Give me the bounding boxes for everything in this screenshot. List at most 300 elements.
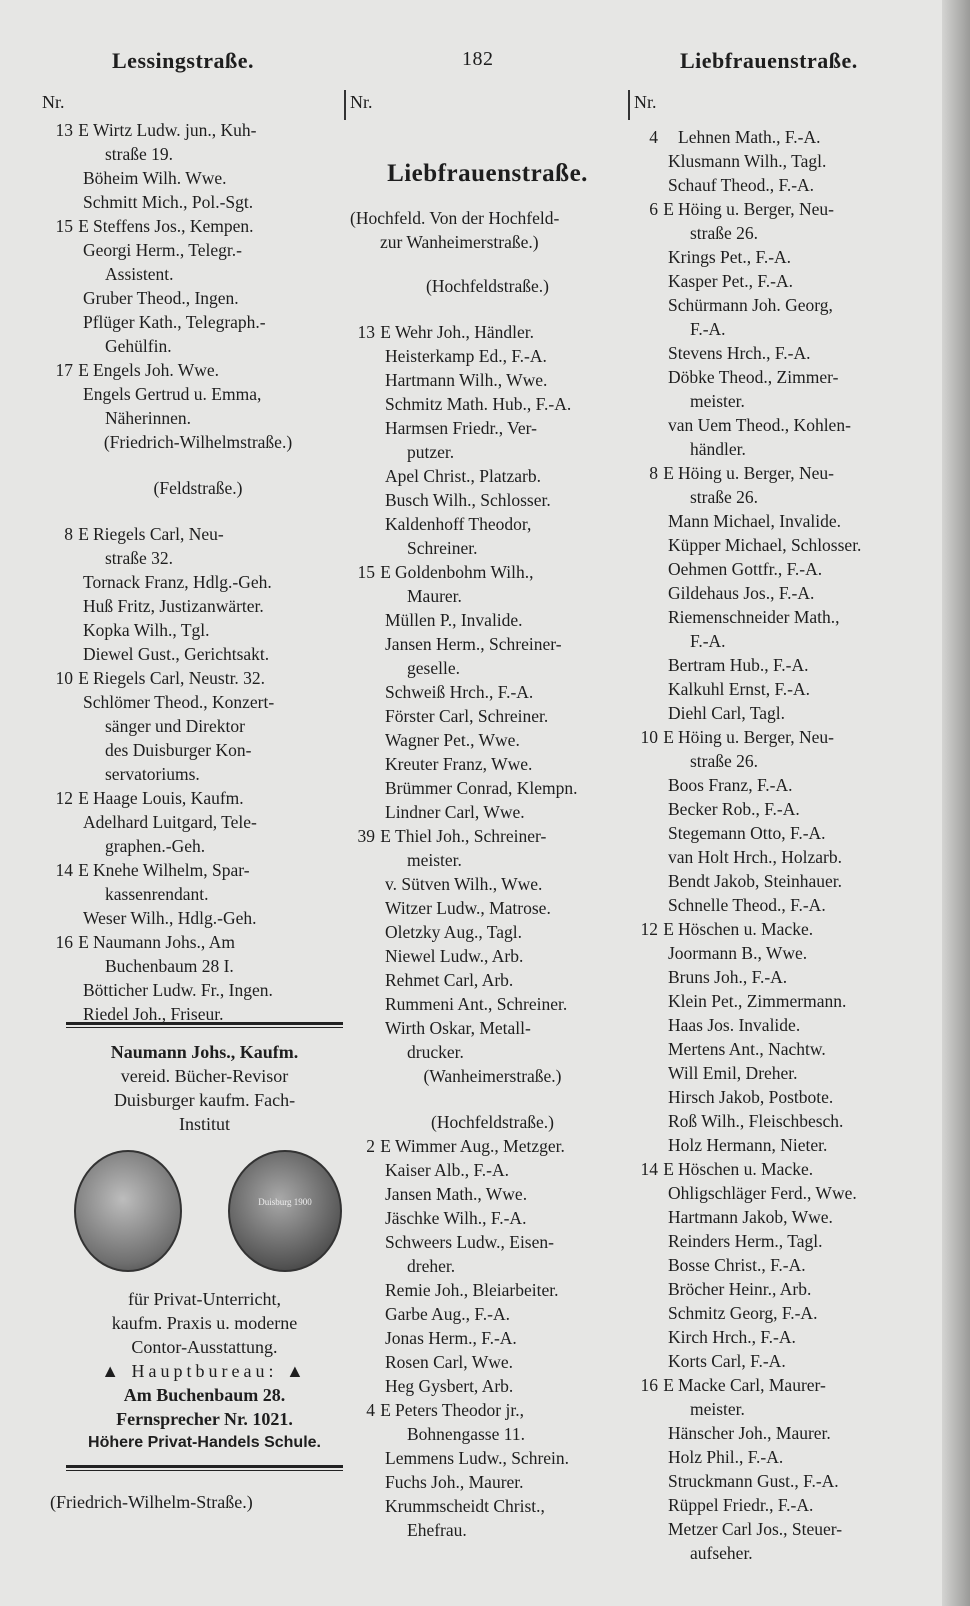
resident-entry: [385, 992, 630, 1016]
cross-street: (Friedrich-Wilhelmstraße.): [103, 432, 293, 452]
entry-continuation: Maurer.: [407, 586, 462, 606]
resident-text: Kreuter Franz, Wwe.: [385, 754, 533, 774]
cross-street: (Wanheimerstraße.): [423, 1066, 562, 1086]
owner-marker: E: [78, 216, 89, 236]
resident-entry: [385, 752, 630, 776]
resident-entry: [668, 893, 943, 917]
column-divider: [628, 90, 630, 120]
resident-entry: [83, 190, 343, 214]
running-head-right: Liebfrauenstraße.: [680, 48, 858, 73]
resident-entry: [385, 512, 630, 536]
resident-entry: [83, 310, 343, 334]
entry-continuation: straße 26.: [690, 751, 759, 771]
house-entry: [640, 1373, 943, 1397]
resident-text: Hartmann Wilh., Wwe.: [385, 370, 548, 390]
col1-footer-street: (Friedrich-Wilhelm-Straße.): [50, 1492, 253, 1512]
running-head-left: Lessingstraße.: [112, 48, 255, 73]
cross-street: (Feldstraße.): [153, 478, 243, 498]
house-entry: [357, 320, 630, 344]
resident-entry: [668, 509, 943, 533]
resident-entry: [385, 608, 630, 632]
resident-text: Bertram Hub., F.-A.: [668, 655, 809, 675]
owner-marker: E: [663, 919, 674, 939]
owner-marker: E: [663, 199, 674, 219]
resident-entry: [385, 1206, 630, 1230]
owner-marker: E: [78, 360, 89, 380]
house-number: 4: [366, 1400, 375, 1420]
entry-continuation: meister.: [690, 391, 745, 411]
resident-entry: [668, 1061, 943, 1085]
resident-entry: [668, 1493, 943, 1517]
resident-text: v. Sütven Wilh., Wwe.: [385, 874, 543, 894]
triangle-icon: ▲: [101, 1361, 124, 1381]
resident-entry: [385, 1470, 630, 1494]
resident-entry: [385, 1326, 630, 1350]
house-entry: [64, 522, 343, 546]
spacer: [93, 500, 343, 522]
resident-entry: [668, 1181, 943, 1205]
ad-line: kaufm. Praxis u. moderne: [111, 1313, 298, 1333]
resident-entry: [668, 797, 943, 821]
resident-text: Jonas Herm., F.-A.: [385, 1328, 517, 1348]
resident-entry: [668, 1301, 943, 1325]
house-number: 15: [357, 562, 375, 582]
resident-entry: [83, 570, 343, 594]
resident-text: Fuchs Joh., Maurer.: [385, 1472, 524, 1492]
resident-entry: [668, 605, 943, 629]
resident-text: Bruns Joh., F.-A.: [668, 967, 788, 987]
medal-city-image: [74, 1150, 182, 1272]
entry-continuation: straße 19.: [105, 144, 174, 164]
house-entry: [55, 786, 343, 810]
resident-entry: [668, 1517, 943, 1541]
resident-text: Döbke Theod., Zimmer-: [668, 367, 839, 387]
resident-text: Weser Wilh., Hdlg.-Geh.: [83, 908, 257, 928]
resident-text: Rüppel Friedr., F.-A.: [668, 1495, 814, 1515]
house-number: 39: [357, 826, 375, 846]
resident-text: Müllen P., Invalide.: [385, 610, 523, 630]
street-title: Liebfrauenstraße.: [387, 160, 588, 187]
resident-entry: [385, 1278, 630, 1302]
resident-entry: [385, 800, 630, 824]
entry-continuation: graphen.-Geh.: [105, 836, 206, 856]
resident-entry: [668, 965, 943, 989]
resident-text: Schweiß Hrch., F.-A.: [385, 682, 534, 702]
resident-entry: [385, 1494, 630, 1518]
resident-entry: [668, 1421, 943, 1445]
resident-text: Schmitz Math. Hub., F.-A.: [385, 394, 572, 414]
house-entry: [55, 358, 343, 382]
house-entry: [366, 1134, 630, 1158]
resident-text: Schnelle Theod., F.-A.: [668, 895, 826, 915]
resident-text: Reinders Herm., Tagl.: [668, 1231, 823, 1251]
street-description: (Hochfeld. Von der Hochfeld-: [350, 208, 560, 228]
resident-text: Steffens Jos., Kempen.: [93, 216, 254, 236]
resident-text: Engels Joh. Wwe.: [93, 360, 220, 380]
resident-text: Kaldenhoff Theodor,: [385, 514, 532, 534]
house-number: 14: [55, 860, 73, 880]
entry-continuation: Schreiner.: [407, 538, 478, 558]
resident-entry: [668, 413, 943, 437]
resident-text: Wirtz Ludw. jun., Kuh-: [93, 120, 257, 140]
resident-entry: [668, 365, 943, 389]
house-number: 2: [366, 1136, 375, 1156]
owner-marker: E: [380, 562, 391, 582]
spacer: [93, 454, 343, 476]
resident-text: Haage Louis, Kaufm.: [93, 788, 244, 808]
resident-text: Engels Gertrud u. Emma,: [83, 384, 262, 404]
owner-marker: E: [78, 668, 89, 688]
resident-text: Rehmet Carl, Arb.: [385, 970, 514, 990]
house-number: 12: [640, 919, 658, 939]
resident-text: Ohligschläger Ferd., Wwe.: [668, 1183, 857, 1203]
resident-text: Schauf Theod., F.-A.: [668, 175, 815, 195]
entry-continuation: straße 26.: [690, 223, 759, 243]
ad-line: für Privat-Unterricht,: [128, 1289, 281, 1309]
resident-text: Bröcher Heinr., Arb.: [668, 1279, 812, 1299]
resident-entry: [668, 701, 943, 725]
resident-text: Rummeni Ant., Schreiner.: [385, 994, 568, 1014]
triangle-icon: ▲: [285, 1361, 308, 1381]
page-number: 182: [462, 48, 494, 70]
resident-text: Lehnen Math., F.-A.: [678, 127, 821, 147]
resident-entry: [83, 594, 343, 618]
resident-entry: [668, 845, 943, 869]
resident-text: Mann Michael, Invalide.: [668, 511, 842, 531]
house-entry: [649, 197, 943, 221]
resident-text: Höschen u. Macke.: [678, 919, 814, 939]
resident-entry: [385, 464, 630, 488]
resident-text: Boos Franz, F.-A.: [668, 775, 793, 795]
nr-label-col1: Nr.: [42, 92, 65, 112]
resident-text: Jansen Herm., Schreiner-: [385, 634, 562, 654]
owner-marker: E: [78, 524, 89, 544]
entry-continuation: meister.: [407, 850, 462, 870]
page-edge: [942, 0, 970, 1606]
column-2-entries: [357, 320, 630, 1542]
resident-entry: [385, 872, 630, 896]
house-number: 10: [640, 727, 658, 747]
owner-marker: E: [663, 1159, 674, 1179]
resident-text: Harmsen Friedr., Ver-: [385, 418, 537, 438]
resident-text: Klusmann Wilh., Tagl.: [668, 151, 827, 171]
resident-entry: [385, 488, 630, 512]
resident-entry: [83, 382, 343, 406]
resident-entry: [83, 166, 343, 190]
house-number: 14: [640, 1159, 658, 1179]
resident-text: Schlömer Theod., Konzert-: [83, 692, 275, 712]
resident-entry: [668, 557, 943, 581]
resident-text: Bötticher Ludw. Fr., Ingen.: [83, 980, 273, 1000]
resident-text: Schweers Ludw., Eisen-: [385, 1232, 554, 1252]
house-entry: [55, 666, 343, 690]
house-number: 16: [640, 1375, 658, 1395]
resident-text: Lindner Carl, Wwe.: [385, 802, 525, 822]
resident-text: Joormann B., Wwe.: [668, 943, 808, 963]
entry-continuation: kassenrendant.: [105, 884, 209, 904]
resident-text: Oletzky Aug., Tagl.: [385, 922, 522, 942]
resident-entry: [668, 1253, 943, 1277]
house-entry: [640, 725, 943, 749]
resident-text: Böheim Wilh. Wwe.: [83, 168, 227, 188]
resident-text: Höing u. Berger, Neu-: [678, 463, 834, 483]
entry-continuation: Bohnengasse 11.: [407, 1424, 525, 1444]
resident-entry: [668, 149, 943, 173]
resident-text: Schmitz Georg, F.-A.: [668, 1303, 818, 1323]
resident-text: Lemmens Ludw., Schrein.: [385, 1448, 570, 1468]
resident-entry: [668, 677, 943, 701]
resident-entry: [668, 1349, 943, 1373]
resident-text: Kasper Pet., F.-A.: [668, 271, 793, 291]
owner-marker: E: [380, 1136, 391, 1156]
resident-entry: [385, 1182, 630, 1206]
owner-marker: E: [663, 1375, 674, 1395]
resident-entry: [385, 1374, 630, 1398]
resident-entry: [668, 1109, 943, 1133]
resident-entry: [385, 920, 630, 944]
resident-entry: [385, 632, 630, 656]
resident-entry: [385, 1350, 630, 1374]
ad-phone: Fernsprecher Nr. 1021.: [116, 1409, 293, 1429]
entry-continuation: F.-A.: [690, 319, 726, 339]
nr-label-col2: Nr.: [350, 92, 373, 112]
entry-continuation: servatoriums.: [105, 764, 200, 784]
resident-entry: [385, 968, 630, 992]
resident-entry: [668, 533, 943, 557]
house-number: 16: [55, 932, 73, 952]
resident-entry: [83, 618, 343, 642]
resident-text: Riemenschneider Math.,: [668, 607, 840, 627]
resident-text: Gruber Theod., Ingen.: [83, 288, 239, 308]
resident-entry: [385, 1302, 630, 1326]
resident-text: Thiel Joh., Schreiner-: [395, 826, 547, 846]
resident-text: Naumann Johs., Am: [93, 932, 235, 952]
resident-text: Macke Carl, Maurer-: [678, 1375, 826, 1395]
resident-text: Holz Phil., F.-A.: [668, 1447, 784, 1467]
resident-text: Struckmann Gust., F.-A.: [668, 1471, 839, 1491]
resident-entry: [668, 653, 943, 677]
resident-text: Stevens Hrch., F.-A.: [668, 343, 811, 363]
resident-entry: [83, 906, 343, 930]
resident-text: Becker Rob., F.-A.: [668, 799, 800, 819]
resident-text: Riedel Joh., Friseur.: [83, 1004, 224, 1024]
resident-text: Holz Hermann, Nieter.: [668, 1135, 828, 1155]
resident-text: Tornack Franz, Hdlg.-Geh.: [83, 572, 272, 592]
house-number: 10: [55, 668, 73, 688]
resident-entry: [668, 773, 943, 797]
resident-text: Niewel Ludw., Arb.: [385, 946, 524, 966]
resident-entry: [668, 245, 943, 269]
resident-text: Goldenbohm Wilh.,: [395, 562, 534, 582]
column-divider: [344, 90, 346, 120]
resident-entry: [385, 944, 630, 968]
resident-text: van Holt Hrch., Holzarb.: [668, 847, 842, 867]
ad-line: Duisburger kaufm. Fach-: [113, 1090, 296, 1110]
entry-continuation: Assistent.: [105, 264, 174, 284]
house-entry: [55, 214, 343, 238]
resident-entry: [668, 269, 943, 293]
resident-text: Mertens Ant., Nachtw.: [668, 1039, 826, 1059]
resident-text: Bosse Christ., F.-A.: [668, 1255, 806, 1275]
resident-text: Adelhard Luitgard, Tele-: [83, 812, 257, 832]
owner-marker: E: [78, 120, 89, 140]
ad-line: Naumann Johs., Kaufm.: [110, 1042, 299, 1062]
resident-entry: [668, 1229, 943, 1253]
ad-school: Höhere Privat-Handels Schule.: [88, 1434, 321, 1451]
resident-text: Heisterkamp Ed., F.-A.: [385, 346, 547, 366]
resident-entry: [385, 1446, 630, 1470]
resident-text: Hirsch Jakob, Postbote.: [668, 1087, 834, 1107]
resident-text: Rosen Carl, Wwe.: [385, 1352, 513, 1372]
entry-continuation: meister.: [690, 1399, 745, 1419]
resident-entry: [668, 941, 943, 965]
resident-entry: [385, 416, 630, 440]
resident-text: Witzer Ludw., Matrose.: [385, 898, 551, 918]
resident-text: Roß Wilh., Fleischbesch.: [668, 1111, 844, 1131]
entry-continuation: sänger und Direktor: [105, 716, 245, 736]
resident-text: van Uem Theod., Kohlen-: [668, 415, 851, 435]
resident-text: Korts Carl, F.-A.: [668, 1351, 786, 1371]
street-heading-block: [350, 160, 625, 298]
resident-text: Huß Fritz, Justizanwärter.: [83, 596, 264, 616]
resident-text: Remie Joh., Bleiarbeiter.: [385, 1280, 559, 1300]
entry-continuation: Näherinnen.: [105, 408, 192, 428]
resident-entry: [668, 1205, 943, 1229]
cross-street: (Hochfeldstraße.): [426, 276, 549, 296]
resident-text: Peters Theodor jr.,: [395, 1400, 524, 1420]
resident-text: Jansen Math., Wwe.: [385, 1184, 528, 1204]
entry-continuation: putzer.: [407, 442, 455, 462]
resident-entry: [83, 810, 343, 834]
resident-text: Knehe Wilhelm, Spar-: [93, 860, 250, 880]
resident-entry: [668, 1469, 943, 1493]
house-entry: [55, 858, 343, 882]
resident-text: Schmitt Mich., Pol.-Sgt.: [83, 192, 254, 212]
resident-entry: [385, 1016, 630, 1040]
resident-text: Georgi Herm., Telegr.-: [83, 240, 242, 260]
entry-continuation: drucker.: [407, 1042, 464, 1062]
owner-marker: E: [78, 860, 89, 880]
resident-text: Jäschke Wilh., F.-A.: [385, 1208, 527, 1228]
resident-entry: [668, 1013, 943, 1037]
street-description: zur Wanheimerstraße.): [380, 232, 539, 252]
resident-entry: [385, 392, 630, 416]
resident-text: Hänscher Joh., Maurer.: [668, 1423, 831, 1443]
house-number: 13: [55, 120, 73, 140]
medals: [62, 1144, 347, 1279]
resident-text: Wirth Oskar, Metall-: [385, 1018, 531, 1038]
resident-entry: [668, 1037, 943, 1061]
resident-entry: [385, 704, 630, 728]
house-entry: [649, 461, 943, 485]
ad-line: vereid. Bücher-Revisor: [120, 1066, 289, 1086]
owner-marker: E: [380, 322, 391, 342]
resident-entry: [668, 1085, 943, 1109]
entry-continuation: Gehülfin.: [105, 336, 172, 356]
house-entry: [640, 1157, 943, 1181]
owner-marker: E: [663, 463, 674, 483]
resident-text: Gildehaus Jos., F.-A.: [668, 583, 815, 603]
entry-continuation: geselle.: [407, 658, 460, 678]
medal-inscription: Duisburg 1900: [228, 1150, 342, 1272]
entry-continuation: straße 26.: [690, 487, 759, 507]
entry-continuation: Buchenbaum 28 I.: [105, 956, 234, 976]
resident-text: Höing u. Berger, Neu-: [678, 199, 834, 219]
resident-entry: [83, 978, 343, 1002]
house-entry: [55, 930, 343, 954]
house-entry: [649, 125, 943, 149]
house-number: 8: [649, 463, 658, 483]
column-1-entries: [55, 118, 343, 1026]
house-number: 13: [357, 322, 375, 342]
house-entry: [357, 824, 630, 848]
resident-text: Höing u. Berger, Neu-: [678, 727, 834, 747]
resident-text: Riegels Carl, Neu-: [93, 524, 224, 544]
entry-continuation: Ehefrau.: [407, 1520, 467, 1540]
resident-entry: [668, 1277, 943, 1301]
resident-text: Küpper Michael, Schlosser.: [668, 535, 862, 555]
resident-text: Wagner Pet., Wwe.: [385, 730, 520, 750]
resident-text: Schürmann Joh. Georg,: [668, 295, 833, 315]
resident-text: Stegemann Otto, F.-A.: [668, 823, 826, 843]
entry-continuation: straße 32.: [105, 548, 174, 568]
owner-marker: E: [78, 788, 89, 808]
resident-entry: [668, 173, 943, 197]
resident-entry: [385, 368, 630, 392]
resident-text: Metzer Carl Jos., Steuer-: [668, 1519, 843, 1539]
resident-text: Kaiser Alb., F.-A.: [385, 1160, 510, 1180]
column-3-entries: [640, 125, 943, 1565]
ad-hauptbureau: ▲ Hauptbureau: ▲: [101, 1361, 308, 1381]
resident-text: Diehl Carl, Tagl.: [668, 703, 786, 723]
resident-text: Hartmann Jakob, Wwe.: [668, 1207, 833, 1227]
house-entry: [640, 917, 943, 941]
resident-entry: [83, 690, 343, 714]
resident-text: Wimmer Aug., Metzger.: [395, 1136, 565, 1156]
ad-line: Institut: [178, 1114, 230, 1134]
resident-text: Höschen u. Macke.: [678, 1159, 814, 1179]
ad-line: Contor-Ausstattung.: [131, 1337, 278, 1357]
resident-text: Kirch Hrch., F.-A.: [668, 1327, 796, 1347]
resident-text: Oehmen Gottfr., F.-A.: [668, 559, 823, 579]
resident-entry: [83, 286, 343, 310]
resident-entry: [668, 293, 943, 317]
resident-entry: [668, 821, 943, 845]
house-number: 15: [55, 216, 73, 236]
resident-entry: [385, 896, 630, 920]
house-number: 8: [64, 524, 73, 544]
house-number: 17: [55, 360, 73, 380]
resident-text: Wehr Joh., Händler.: [395, 322, 535, 342]
resident-entry: [385, 776, 630, 800]
resident-text: Klein Pet., Zimmermann.: [668, 991, 847, 1011]
entry-continuation: aufseher.: [690, 1543, 753, 1563]
resident-entry: [83, 238, 343, 262]
resident-text: Bendt Jakob, Steinhauer.: [668, 871, 843, 891]
ad-address: Am Buchenbaum 28.: [123, 1385, 286, 1405]
house-number: 4: [649, 127, 658, 147]
resident-text: Heg Gysbert, Arb.: [385, 1376, 514, 1396]
entry-continuation: händler.: [690, 439, 746, 459]
resident-entry: [385, 1230, 630, 1254]
house-entry: [366, 1398, 630, 1422]
resident-text: Haas Jos. Invalide.: [668, 1015, 801, 1035]
advertisement-naumann: [62, 1022, 347, 1471]
resident-text: Kalkuhl Ernst, F.-A.: [668, 679, 810, 699]
owner-marker: E: [78, 932, 89, 952]
resident-text: Riegels Carl, Neustr. 32.: [93, 668, 266, 688]
resident-text: Kopka Wilh., Tgl.: [83, 620, 210, 640]
